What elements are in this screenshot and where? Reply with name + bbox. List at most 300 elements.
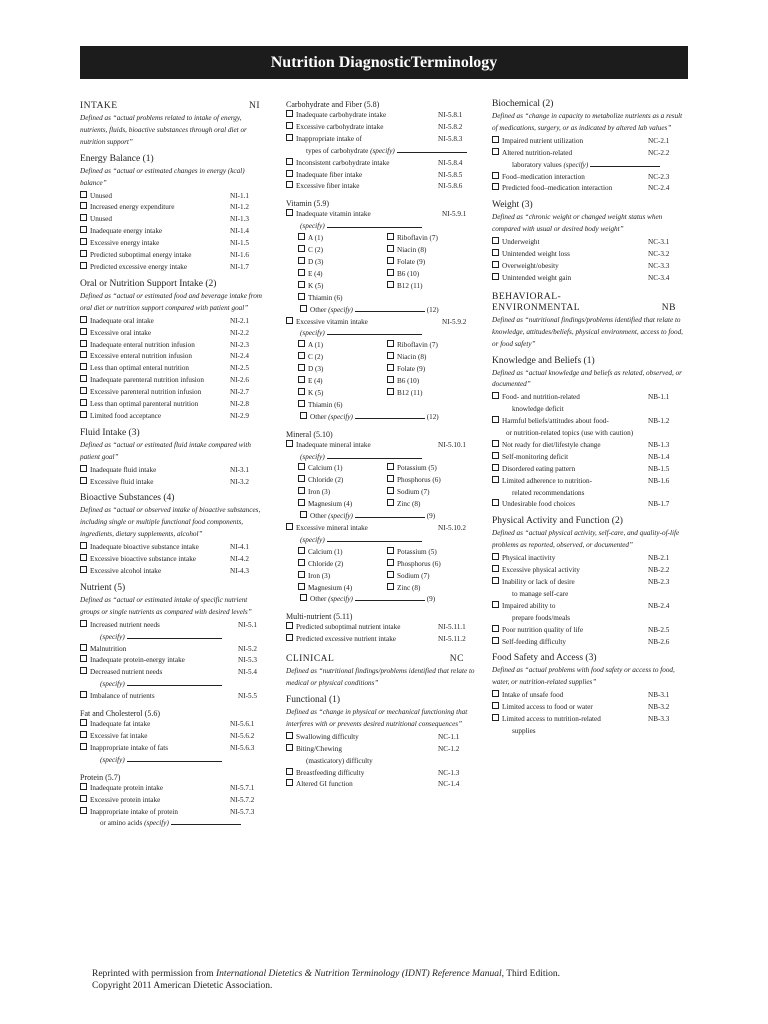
subsection-title: Multi-nutrient (5.11) — [286, 612, 353, 622]
checkbox-item[interactable]: Food- and nutrition-related NB-1.1 — [492, 392, 688, 404]
checkbox-item[interactable]: Excessive physical activity NB-2.2 — [492, 565, 688, 577]
checkbox[interactable] — [492, 625, 499, 632]
checkbox-item[interactable]: Food–medication interaction NC-2.3 — [492, 172, 688, 184]
intake-definition: Defined as “actual problems related to intake of energy, nutrients, fluids, bioactive substances through oral diet or nutrition support” — [80, 114, 247, 146]
item-label-wrap — [286, 181, 438, 193]
item-label-wrap — [80, 783, 230, 795]
checkbox[interactable] — [80, 691, 87, 698]
item-label: B6 (10) — [397, 377, 420, 386]
checkbox[interactable] — [80, 783, 87, 790]
item-code: NC-3.4 — [648, 273, 670, 282]
checkbox-item[interactable] — [80, 743, 268, 755]
specify-line[interactable]: (specify) — [80, 755, 268, 767]
checkbox-item[interactable]: Excessive mineral intake NI-5.10.2 — [286, 523, 476, 535]
checkbox[interactable] — [286, 134, 293, 141]
checkbox-item[interactable] — [80, 387, 268, 399]
grid-item[interactable] — [387, 245, 476, 257]
checkbox[interactable] — [298, 499, 305, 506]
checkbox[interactable] — [492, 172, 499, 179]
checkbox[interactable] — [492, 690, 499, 697]
checkbox[interactable] — [492, 416, 499, 423]
checkbox[interactable] — [80, 316, 87, 323]
mineral-grid — [286, 463, 476, 511]
checkbox-item[interactable] — [80, 340, 268, 352]
checkbox[interactable] — [286, 209, 293, 216]
specify-line[interactable]: (specify) — [286, 535, 476, 547]
specify-line[interactable]: or amino acids (specify) — [80, 818, 268, 830]
checkbox-item[interactable] — [286, 170, 476, 182]
vitamin-grid — [286, 233, 476, 304]
checkbox-item[interactable] — [80, 226, 268, 238]
item-label-wrap — [80, 719, 230, 731]
checkbox[interactable] — [387, 475, 394, 482]
checkbox-item[interactable] — [80, 566, 268, 578]
checkbox-item[interactable] — [80, 411, 268, 423]
checkbox-item[interactable] — [286, 768, 476, 780]
checkbox-item[interactable]: Inadequate vitamin intake NI-5.9.1 — [286, 209, 476, 221]
grid-item[interactable] — [298, 352, 387, 364]
checkbox[interactable] — [492, 577, 499, 584]
checkbox[interactable] — [80, 795, 87, 802]
subsection-title: Fluid Intake (3) — [80, 427, 140, 438]
item-label-wrap — [80, 262, 230, 274]
checkbox[interactable] — [286, 622, 293, 629]
checkbox[interactable] — [492, 702, 499, 709]
checkbox-item[interactable] — [80, 191, 268, 203]
checkbox-item[interactable] — [80, 363, 268, 375]
checkbox-item[interactable]: Decreased nutrient needs NI-5.4 — [80, 667, 268, 679]
checkbox-item[interactable] — [80, 262, 268, 274]
checkbox-item[interactable] — [492, 249, 688, 261]
checkbox[interactable] — [80, 226, 87, 233]
checkbox[interactable] — [387, 547, 394, 554]
item-label: Niacin (8) — [397, 353, 427, 362]
checkbox-item[interactable]: Altered nutrition-related NC-2.2 — [492, 148, 688, 160]
checkbox[interactable] — [286, 779, 293, 786]
checkbox[interactable] — [492, 565, 499, 572]
grid-item[interactable] — [298, 364, 387, 376]
checkbox[interactable] — [492, 440, 499, 447]
checkbox[interactable] — [80, 351, 87, 358]
checkbox[interactable] — [298, 388, 305, 395]
checkbox[interactable] — [387, 388, 394, 395]
checkbox[interactable] — [492, 637, 499, 644]
checkbox[interactable] — [492, 553, 499, 560]
checkbox-item[interactable]: Limited adherence to nutrition- NB-1.6 — [492, 476, 688, 488]
checkbox[interactable] — [298, 571, 305, 578]
checkbox-item[interactable]: Imbalance of nutrients NI-5.5 — [80, 691, 268, 703]
checkbox[interactable] — [492, 499, 499, 506]
checkbox[interactable] — [80, 238, 87, 245]
checkbox[interactable] — [300, 594, 307, 601]
other-specify-line[interactable]: Other (specify) (9) — [286, 511, 476, 523]
checkbox[interactable] — [80, 554, 87, 561]
grid-item[interactable] — [298, 281, 387, 293]
checkbox[interactable] — [80, 719, 87, 726]
grid-item[interactable] — [387, 352, 476, 364]
checkbox[interactable] — [80, 465, 87, 472]
checkbox-item[interactable] — [492, 273, 688, 285]
checkbox[interactable] — [298, 547, 305, 554]
grid-item[interactable] — [298, 233, 387, 245]
checkbox[interactable] — [286, 181, 293, 188]
grid-item[interactable] — [387, 340, 476, 352]
grid-item[interactable] — [387, 559, 476, 571]
grid-item[interactable] — [298, 388, 387, 400]
checkbox-item[interactable]: Impaired ability to NB-2.4 — [492, 601, 688, 613]
checkbox[interactable] — [387, 364, 394, 371]
grid-item[interactable] — [387, 499, 476, 511]
checkbox-item[interactable] — [80, 250, 268, 262]
item-label-wrap — [492, 249, 648, 261]
checkbox-item[interactable] — [492, 261, 688, 273]
other-specify-line[interactable]: Other (specify) (9) — [286, 594, 476, 606]
checkbox-item[interactable]: Impaired nutrient utilization NC-2.1 — [492, 136, 688, 148]
item-code: NI-2.9 — [230, 411, 249, 420]
checkbox[interactable] — [492, 273, 499, 280]
checkbox[interactable] — [492, 183, 499, 190]
specify-line[interactable]: (specify) — [80, 679, 268, 691]
grid-item[interactable] — [387, 233, 476, 245]
item-code: NI-2.7 — [230, 388, 249, 397]
grid-item[interactable] — [387, 547, 476, 559]
grid-item[interactable] — [387, 583, 476, 595]
checkbox-item[interactable]: Self-monitoring deficit NB-1.4 — [492, 452, 688, 464]
checkbox[interactable] — [80, 807, 87, 814]
item-code: NI-2.5 — [230, 364, 249, 373]
grid-item[interactable] — [298, 571, 387, 583]
item-label-wrap — [80, 731, 230, 743]
grid-item[interactable] — [387, 364, 476, 376]
item-label: Inappropriate intake of protein — [90, 807, 179, 816]
item-label: Unused — [90, 215, 112, 224]
grid-item[interactable] — [298, 400, 387, 412]
checkbox[interactable] — [80, 667, 87, 674]
grid-item[interactable] — [298, 583, 387, 595]
item-label: D (3) — [308, 257, 324, 266]
grid-item[interactable] — [387, 487, 476, 499]
item-label-wrap — [286, 779, 438, 791]
item-label: Excessive carbohydrate intake — [296, 122, 384, 131]
checkbox-item[interactable]: Inadequate mineral intake NI-5.10.1 — [286, 440, 476, 452]
grid-item[interactable] — [298, 376, 387, 388]
grid-item[interactable] — [387, 571, 476, 583]
checkbox-item[interactable]: Predicted food–medication interaction NC-2.4 — [492, 183, 688, 195]
checkbox[interactable] — [286, 732, 293, 739]
specify-line[interactable]: (specify) — [80, 632, 268, 644]
checkbox-item[interactable] — [80, 351, 268, 363]
checkbox[interactable] — [298, 400, 305, 407]
checkbox[interactable] — [387, 487, 394, 494]
specify-line[interactable]: types of carbohydrate (specify) — [286, 146, 476, 158]
grid-item[interactable] — [387, 257, 476, 269]
checkbox[interactable] — [286, 170, 293, 177]
item-code: NI-5.8.4 — [438, 158, 463, 167]
checkbox[interactable] — [298, 376, 305, 383]
item-label: Excessive protein intake — [90, 795, 161, 804]
item-label: Potassium (5) — [397, 464, 437, 473]
item-label: Zinc (8) — [397, 583, 421, 592]
checkbox[interactable] — [300, 412, 307, 419]
checkbox-item[interactable] — [80, 202, 268, 214]
checkbox[interactable] — [298, 475, 305, 482]
grid-item[interactable] — [298, 340, 387, 352]
grid-item[interactable] — [387, 376, 476, 388]
checkbox[interactable] — [80, 250, 87, 257]
checkbox-item[interactable] — [80, 542, 268, 554]
subsection-definition: Defined as “actual problems with food safety or access to food, water, or nutrition-related supplies” — [492, 666, 675, 687]
item-label: B6 (10) — [397, 269, 420, 278]
item-code: NI-5.6.2 — [230, 731, 255, 740]
item-label-wrap — [80, 363, 230, 375]
checkbox[interactable] — [298, 233, 305, 240]
checkbox-item[interactable] — [286, 779, 476, 791]
checkbox[interactable] — [80, 387, 87, 394]
checkbox[interactable] — [80, 191, 87, 198]
subsection-definition: Defined as “actual physical activity, self-care, and quality-of-life problems as reported, observed, or documented” — [492, 529, 680, 550]
grid-item[interactable] — [298, 499, 387, 511]
checkbox-item[interactable]: Undesirable food choices NB-1.7 — [492, 499, 688, 511]
checkbox[interactable] — [80, 477, 87, 484]
checkbox[interactable] — [80, 328, 87, 335]
checkbox-item[interactable] — [80, 477, 268, 489]
checkbox[interactable] — [298, 352, 305, 359]
item-label-wrap — [492, 261, 648, 273]
checkbox[interactable] — [387, 281, 394, 288]
checkbox-item[interactable] — [286, 134, 476, 146]
checkbox-item[interactable]: Intake of unsafe food NB-3.1 — [492, 690, 688, 702]
item-code: NI-2.1 — [230, 316, 249, 325]
checkbox-item[interactable] — [286, 122, 476, 134]
checkbox-item[interactable] — [80, 375, 268, 387]
checkbox[interactable] — [80, 214, 87, 221]
checkbox[interactable] — [298, 281, 305, 288]
checkbox[interactable] — [286, 110, 293, 117]
checkbox-item[interactable] — [80, 328, 268, 340]
item-label: Overweight/obesity — [502, 261, 559, 270]
checkbox[interactable] — [492, 148, 499, 155]
checkbox[interactable] — [298, 463, 305, 470]
checkbox[interactable] — [387, 269, 394, 276]
checkbox[interactable] — [492, 601, 499, 608]
item-label-wrap — [80, 351, 230, 363]
checkbox[interactable] — [387, 499, 394, 506]
checkbox-item[interactable]: Disordered eating pattern NB-1.5 — [492, 464, 688, 476]
grid-item[interactable] — [387, 400, 476, 412]
item-code: NI-1.2 — [230, 203, 249, 212]
checkbox-item[interactable]: Physical inactivity NB-2.1 — [492, 553, 688, 565]
other-specify-line[interactable]: Other (specify) (12) — [286, 305, 476, 317]
specify-line[interactable]: (specify) — [286, 452, 476, 464]
checkbox[interactable] — [298, 293, 305, 300]
checkbox[interactable] — [387, 245, 394, 252]
grid-item[interactable] — [298, 547, 387, 559]
item-code: NC-1.2 — [438, 744, 460, 753]
subsection-title: Biochemical (2) — [492, 99, 554, 109]
checkbox[interactable] — [492, 464, 499, 471]
item-label-wrap — [80, 554, 230, 566]
checkbox[interactable] — [286, 122, 293, 129]
checkbox-item[interactable] — [286, 158, 476, 170]
checkbox[interactable] — [80, 262, 87, 269]
item-label: E (4) — [308, 269, 323, 278]
checkbox[interactable] — [286, 634, 293, 641]
checkbox[interactable] — [286, 744, 293, 751]
checkbox-item[interactable] — [80, 214, 268, 226]
checkbox[interactable] — [80, 644, 87, 651]
checkbox[interactable] — [80, 566, 87, 573]
checkbox[interactable] — [300, 511, 307, 518]
specify-line[interactable]: laboratory values (specify) — [492, 160, 688, 172]
checkbox-item[interactable] — [80, 783, 268, 795]
item-code: NI-5.6.1 — [230, 720, 255, 729]
checkbox-item[interactable] — [80, 316, 268, 328]
checkbox[interactable] — [492, 714, 499, 721]
checkbox-item[interactable] — [286, 622, 476, 634]
checkbox[interactable] — [492, 476, 499, 483]
grid-item[interactable] — [298, 257, 387, 269]
subsection-definition: Defined as “actual or estimated food and beverage intake from oral diet or nutrition support compared with patient goal” — [80, 291, 262, 312]
checkbox[interactable] — [298, 583, 305, 590]
carb-items — [286, 110, 476, 146]
checkbox-item[interactable] — [286, 634, 476, 646]
grid-item[interactable] — [298, 475, 387, 487]
checkbox[interactable] — [298, 340, 305, 347]
checkbox[interactable] — [298, 364, 305, 371]
checkbox[interactable] — [298, 269, 305, 276]
checkbox[interactable] — [387, 571, 394, 578]
checkbox[interactable] — [387, 376, 394, 383]
checkbox[interactable] — [492, 136, 499, 143]
item-code: NI-3.2 — [230, 477, 249, 486]
checkbox[interactable] — [286, 440, 293, 447]
grid-item[interactable] — [387, 475, 476, 487]
checkbox[interactable] — [80, 655, 87, 662]
grid-item[interactable] — [298, 487, 387, 499]
other-specify-line[interactable]: Other (specify) (12) — [286, 412, 476, 424]
checkbox[interactable] — [286, 158, 293, 165]
checkbox[interactable] — [298, 487, 305, 494]
checkbox-item[interactable]: Excessive vitamin intake NI-5.9.2 — [286, 317, 476, 329]
checkbox[interactable] — [80, 399, 87, 406]
checkbox-item[interactable]: Harmful beliefs/attitudes about food- NB-1.2 — [492, 416, 688, 428]
checkbox[interactable] — [492, 249, 499, 256]
item-label: Sodium (7) — [397, 571, 430, 580]
checkbox[interactable] — [387, 340, 394, 347]
checkbox[interactable] — [387, 463, 394, 470]
checkbox-item[interactable]: Not ready for diet/lifestyle change NB-1.3 — [492, 440, 688, 452]
checkbox[interactable] — [387, 233, 394, 240]
item-label: Inadequate bioactive substance intake — [90, 543, 199, 552]
checkbox-item[interactable] — [286, 110, 476, 122]
checkbox-item[interactable] — [80, 554, 268, 566]
checkbox-item[interactable] — [80, 238, 268, 250]
checkbox-item[interactable]: Inability or lack of desire NB-2.3 — [492, 577, 688, 589]
item-label: Inappropriate intake of — [296, 134, 362, 143]
checkbox-item[interactable] — [492, 237, 688, 249]
checkbox[interactable] — [492, 392, 499, 399]
checkbox[interactable] — [80, 363, 87, 370]
grid-item[interactable] — [298, 463, 387, 475]
checkbox[interactable] — [286, 523, 293, 530]
subsection-title: Nutrient (5) — [80, 582, 126, 593]
checkbox[interactable] — [80, 743, 87, 750]
checkbox[interactable] — [298, 257, 305, 264]
grid-item[interactable] — [387, 269, 476, 281]
checkbox[interactable] — [492, 237, 499, 244]
checkbox-item[interactable] — [80, 399, 268, 411]
grid-item[interactable] — [387, 388, 476, 400]
grid-item[interactable] — [387, 293, 476, 305]
checkbox[interactable] — [80, 411, 87, 418]
item-label: Less than optimal parenteral nutrition — [90, 400, 199, 409]
checkbox[interactable] — [80, 542, 87, 549]
item-code: NI-2.8 — [230, 400, 249, 409]
grid-item[interactable] — [298, 559, 387, 571]
grid-item[interactable] — [298, 245, 387, 257]
grid-item[interactable] — [387, 281, 476, 293]
specify-line[interactable]: (specify) — [286, 328, 476, 340]
checkbox-item[interactable] — [80, 731, 268, 743]
checkbox[interactable] — [286, 317, 293, 324]
item-code: NI-5.7.2 — [230, 795, 255, 804]
checkbox[interactable] — [80, 620, 87, 627]
checkbox[interactable] — [298, 559, 305, 566]
item-code: NC-3.3 — [648, 261, 670, 270]
checkbox-item[interactable]: Limited access to food or water NB-3.2 — [492, 702, 688, 714]
checkbox[interactable] — [387, 559, 394, 566]
checkbox[interactable] — [492, 452, 499, 459]
checkbox[interactable] — [286, 768, 293, 775]
item-label: Folate (9) — [397, 365, 426, 374]
checkbox[interactable] — [492, 261, 499, 268]
checkbox[interactable] — [80, 202, 87, 209]
item-code: NI-4.3 — [230, 567, 249, 575]
checkbox-item[interactable] — [80, 795, 268, 807]
specify-line[interactable]: (specify) — [286, 221, 476, 233]
checkbox[interactable] — [80, 731, 87, 738]
item-label: A (1) — [308, 341, 323, 350]
item-label: Chloride (2) — [308, 476, 344, 485]
grid-item[interactable] — [298, 269, 387, 281]
item-code: NI-5.8.5 — [438, 170, 463, 179]
checkbox[interactable] — [300, 305, 307, 312]
checkbox-item[interactable] — [286, 181, 476, 193]
checkbox[interactable] — [80, 375, 87, 382]
checkbox-item[interactable] — [80, 465, 268, 477]
checkbox-item[interactable]: Malnutrition NI-5.2 — [80, 644, 268, 656]
item-label: Chloride (2) — [308, 559, 344, 568]
checkbox[interactable] — [387, 583, 394, 590]
checkbox-item[interactable] — [286, 744, 476, 756]
item-label-wrap — [286, 744, 438, 756]
grid-item[interactable] — [298, 293, 387, 305]
checkbox-item[interactable] — [80, 719, 268, 731]
checkbox[interactable] — [298, 245, 305, 252]
checkbox-item[interactable]: Increased nutrient needs NI-5.1 — [80, 620, 268, 632]
checkbox[interactable] — [80, 340, 87, 347]
item-label: Underweight — [502, 238, 540, 247]
checkbox[interactable] — [387, 352, 394, 359]
checkbox-item[interactable]: Poor nutrition quality of life NB-2.5 — [492, 625, 688, 637]
checkbox-item[interactable]: Limited access to nutrition-related NB-3.3 — [492, 714, 688, 726]
checkbox-item[interactable] — [80, 807, 268, 819]
checkbox-item[interactable] — [286, 732, 476, 744]
checkbox-item[interactable]: Self-feeding difficulty NB-2.6 — [492, 637, 688, 649]
grid-item[interactable] — [387, 463, 476, 475]
checkbox-item[interactable]: Inadequate protein-energy intake NI-5.3 — [80, 655, 268, 667]
checkbox[interactable] — [387, 257, 394, 264]
